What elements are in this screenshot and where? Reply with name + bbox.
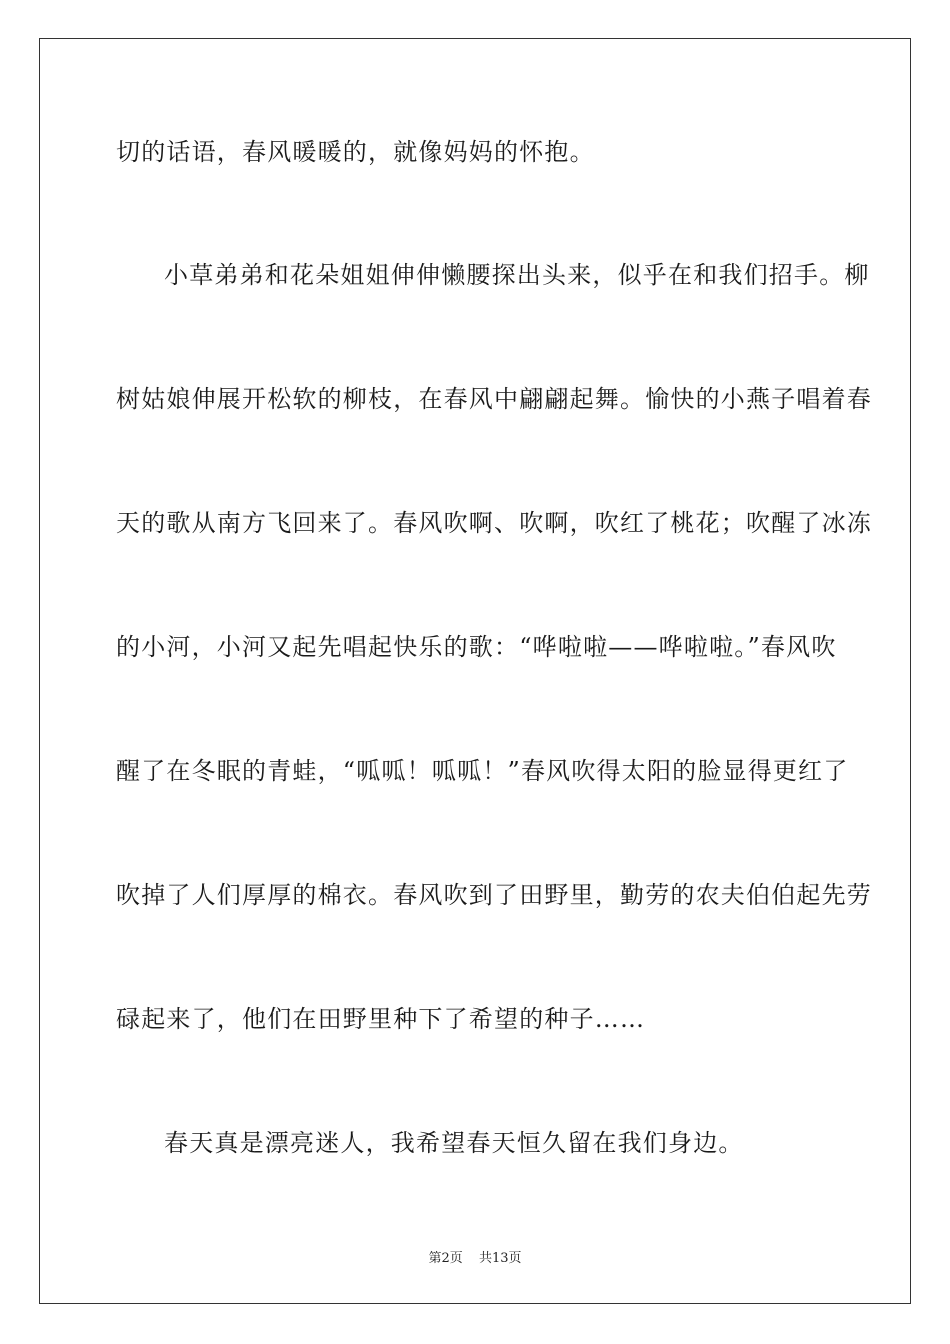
text-line: 的小河，小河又起先唱起快乐的歌：“哗啦啦——哗啦啦。”春风吹 [116, 633, 837, 661]
text-line: 天的歌从南方飞回来了。春风吹啊、吹啊，吹红了桃花；吹醒了冰冻 [116, 509, 872, 537]
page-footer [0, 1247, 950, 1266]
paragraph-start-line: 小草弟弟和花朵姐姐伸伸懒腰探出头来，似乎在和我们招手。柳 [164, 261, 870, 289]
paragraph-start-line: 春天真是漂亮迷人，我希望春天恒久留在我们身边。 [164, 1129, 744, 1157]
page-border [39, 38, 911, 1304]
text-line: 醒了在冬眠的青蛙，“呱呱！呱呱！”春风吹得太阳的脸显得更红了 [116, 757, 849, 785]
text-line: 树姑娘伸展开松软的柳枝，在春风中翩翩起舞。愉快的小燕子唱着春 [116, 385, 872, 413]
text-line: 切的话语，春风暖暖的，就像妈妈的怀抱。 [116, 138, 595, 166]
total-pages: 共13页 [478, 1251, 522, 1266]
text-line: 碌起来了，他们在田野里种下了希望的种子…… [116, 1005, 646, 1033]
text-line: 吹掉了人们厚厚的棉衣。春风吹到了田野里，勤劳的农夫伯伯起先劳 [116, 881, 872, 909]
page-number: 第2页 [428, 1251, 463, 1266]
